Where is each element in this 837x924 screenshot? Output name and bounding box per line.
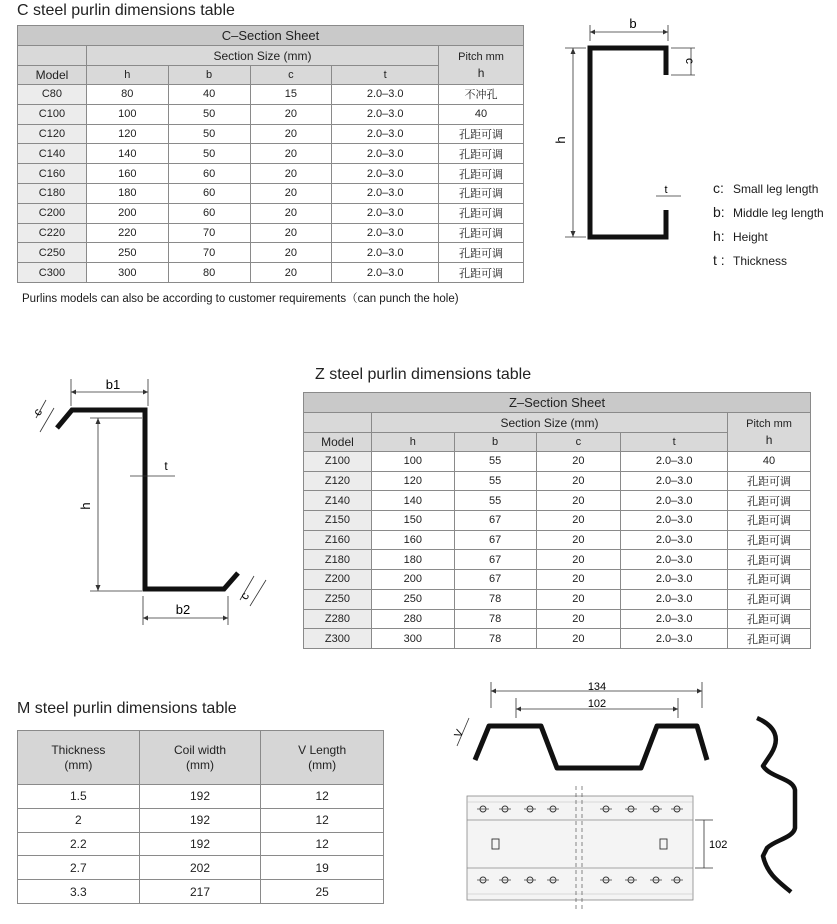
- table-cell: C180: [18, 183, 87, 203]
- table-cell: 217: [139, 880, 261, 904]
- table-cell: 20: [250, 263, 332, 283]
- z-table-body: [304, 452, 811, 649]
- table-cell: 67: [454, 570, 536, 590]
- table-cell: 12: [261, 808, 384, 832]
- table-cell: 20: [250, 223, 332, 243]
- m-side-profile: [757, 718, 795, 892]
- table-cell: 50: [168, 144, 250, 164]
- table-cell: C200: [18, 203, 87, 223]
- table-cell: 孔距可调: [728, 491, 811, 511]
- table-cell: 60: [168, 164, 250, 184]
- table-cell: Z150: [304, 511, 372, 531]
- table-cell: 140: [86, 144, 168, 164]
- table-cell: 2.0–3.0: [332, 144, 439, 164]
- table-cell: Z160: [304, 530, 372, 550]
- z-pitch-sub: h: [765, 432, 773, 447]
- c-pitch-label: Pitch mm: [458, 50, 504, 63]
- c-col-t: t: [332, 66, 439, 85]
- z-section-size-label: Section Size (mm): [371, 413, 727, 433]
- z-section-table: [303, 392, 811, 649]
- table-row: [304, 452, 811, 472]
- table-row: [304, 550, 811, 570]
- table-cell: 78: [454, 629, 536, 649]
- table-cell: C80: [18, 85, 87, 105]
- table-cell: 20: [536, 629, 621, 649]
- table-cell: Z180: [304, 550, 372, 570]
- c-dim-c-label: c: [683, 58, 697, 64]
- z-section-diagram: [30, 370, 280, 630]
- z-dim-c-top-label: c: [30, 405, 46, 419]
- table-row: [18, 104, 524, 124]
- table-cell: 12: [261, 785, 384, 809]
- table-cell: C300: [18, 263, 87, 283]
- table-cell: 140: [371, 491, 454, 511]
- z-section-heading: Z steel purlin dimensions table: [315, 366, 532, 383]
- table-cell: 70: [168, 223, 250, 243]
- table-row: [304, 511, 811, 531]
- table-cell: 15: [250, 85, 332, 105]
- table-row: [18, 203, 524, 223]
- table-cell: 180: [371, 550, 454, 570]
- table-cell: C100: [18, 104, 87, 124]
- c-table-body: [18, 85, 524, 283]
- table-cell: 40: [728, 452, 811, 472]
- table-cell: 2.0–3.0: [332, 183, 439, 203]
- table-cell: 60: [168, 203, 250, 223]
- table-cell: 20: [536, 609, 621, 629]
- table-row: [304, 471, 811, 491]
- table-cell: 20: [250, 164, 332, 184]
- table-row: [18, 832, 384, 856]
- m-section-diagram: [445, 678, 837, 924]
- table-row: [304, 629, 811, 649]
- table-cell: 20: [536, 471, 621, 491]
- table-cell: 300: [86, 263, 168, 283]
- table-cell: 孔距可调: [728, 511, 811, 531]
- table-cell: 70: [168, 243, 250, 263]
- table-cell: 55: [454, 491, 536, 511]
- table-cell: 202: [139, 856, 261, 880]
- z-col-c: c: [536, 433, 621, 452]
- table-row: [18, 808, 384, 832]
- table-cell: 67: [454, 511, 536, 531]
- table-cell: 20: [536, 550, 621, 570]
- table-cell: 2.0–3.0: [621, 550, 728, 570]
- z-dim-h-label: h: [78, 502, 93, 510]
- table-cell: Z300: [304, 629, 372, 649]
- table-row: [304, 530, 811, 550]
- table-cell: 40: [439, 104, 524, 124]
- c-legend: [713, 177, 837, 273]
- table-cell: 20: [536, 530, 621, 550]
- z-dim-b1-label: b1: [105, 377, 121, 392]
- table-cell: 2.2: [18, 832, 140, 856]
- table-cell: 孔距可调: [439, 144, 524, 164]
- table-cell: 55: [454, 471, 536, 491]
- table-cell: 孔距可调: [728, 609, 811, 629]
- table-cell: 20: [250, 203, 332, 223]
- m-dim-inner-width: 102: [587, 698, 607, 710]
- table-cell: 3.3: [18, 880, 140, 904]
- table-row: [18, 164, 524, 184]
- table-cell: 150: [371, 511, 454, 531]
- table-cell: Z200: [304, 570, 372, 590]
- m-section-table: [17, 730, 384, 904]
- table-cell: 孔距可调: [439, 124, 524, 144]
- c-section-table: [17, 25, 524, 283]
- table-cell: 120: [86, 124, 168, 144]
- table-cell: Z120: [304, 471, 372, 491]
- table-cell: 20: [536, 570, 621, 590]
- table-cell: 40: [168, 85, 250, 105]
- table-cell: 2.0–3.0: [332, 124, 439, 144]
- z-dim-c-bottom-label: c: [236, 589, 253, 603]
- table-cell: 2.0–3.0: [621, 491, 728, 511]
- table-cell: 20: [250, 104, 332, 124]
- table-cell: 2.0–3.0: [332, 243, 439, 263]
- table-cell: 80: [168, 263, 250, 283]
- table-cell: 2.0–3.0: [621, 530, 728, 550]
- table-cell: 2.0–3.0: [332, 85, 439, 105]
- table-cell: 2.0–3.0: [621, 629, 728, 649]
- z-profile-shape: [57, 410, 238, 589]
- table-cell: 孔距可调: [728, 570, 811, 590]
- c-col-b: b: [168, 66, 250, 85]
- table-cell: 20: [250, 124, 332, 144]
- table-cell: 192: [139, 808, 261, 832]
- table-cell: 78: [454, 609, 536, 629]
- table-cell: 2: [18, 808, 140, 832]
- table-cell: 160: [86, 164, 168, 184]
- table-cell: 180: [86, 183, 168, 203]
- table-cell: 50: [168, 104, 250, 124]
- table-cell: Z140: [304, 491, 372, 511]
- table-row: [18, 85, 524, 105]
- table-cell: 20: [250, 183, 332, 203]
- legend-item-t: t : Thickness: [713, 252, 788, 268]
- m-dim-v-label: V: [452, 727, 467, 740]
- table-cell: 25: [261, 880, 384, 904]
- table-row: [18, 183, 524, 203]
- table-cell: 2.0–3.0: [332, 164, 439, 184]
- table-cell: 2.0–3.0: [332, 263, 439, 283]
- z-dim-b2-label: b2: [175, 602, 191, 617]
- m-col-thickness: Thickness (mm): [18, 731, 140, 785]
- m-dim-side: 102: [709, 839, 728, 851]
- table-cell: 67: [454, 530, 536, 550]
- table-row: [18, 263, 524, 283]
- table-cell: 67: [454, 550, 536, 570]
- z-pitch-label: Pitch mm: [746, 417, 792, 430]
- table-cell: C140: [18, 144, 87, 164]
- table-cell: 2.0–3.0: [332, 203, 439, 223]
- table-cell: 2.0–3.0: [621, 511, 728, 531]
- table-row: [18, 243, 524, 263]
- m-col-coil-width: Coil width (mm): [139, 731, 261, 785]
- c-pitch-sub: h: [477, 65, 485, 80]
- m-table-body: [18, 785, 384, 904]
- table-cell: 孔距可调: [728, 530, 811, 550]
- table-cell: 2.0–3.0: [621, 570, 728, 590]
- c-section-note: Purlins models can also be according to customer requirements（can punch the hole): [22, 293, 459, 305]
- z-sheet-title: Z–Section Sheet: [304, 393, 811, 413]
- c-model-corner: [18, 46, 87, 66]
- c-col-c: c: [250, 66, 332, 85]
- c-sheet-title: C–Section Sheet: [18, 26, 524, 46]
- m-col-v-length: V Length (mm): [261, 731, 384, 785]
- table-cell: C120: [18, 124, 87, 144]
- c-col-model: Model: [18, 66, 87, 85]
- z-model-corner: [304, 413, 372, 433]
- table-cell: 20: [250, 144, 332, 164]
- table-row: [304, 570, 811, 590]
- table-cell: 2.0–3.0: [621, 609, 728, 629]
- table-cell: 2.0–3.0: [332, 104, 439, 124]
- c-pitch-header: [439, 46, 524, 85]
- z-col-b: b: [454, 433, 536, 452]
- z-dim-t-label: t: [164, 459, 168, 473]
- table-cell: 孔距可调: [439, 183, 524, 203]
- table-cell: 1.5: [18, 785, 140, 809]
- table-cell: 孔距可调: [728, 471, 811, 491]
- table-cell: Z250: [304, 589, 372, 609]
- table-row: [304, 609, 811, 629]
- c-col-h: h: [86, 66, 168, 85]
- table-cell: 192: [139, 832, 261, 856]
- table-row: [18, 144, 524, 164]
- table-cell: 2.0–3.0: [621, 471, 728, 491]
- table-cell: 20: [536, 491, 621, 511]
- table-cell: 2.0–3.0: [621, 452, 728, 472]
- table-cell: C220: [18, 223, 87, 243]
- legend-item-b: b: Middle leg length: [713, 204, 824, 220]
- z-col-t: t: [621, 433, 728, 452]
- table-cell: 200: [371, 570, 454, 590]
- c-section-size-label: Section Size (mm): [86, 46, 438, 66]
- table-cell: 孔距可调: [439, 203, 524, 223]
- table-row: [304, 589, 811, 609]
- table-cell: 160: [371, 530, 454, 550]
- table-cell: 孔距可调: [728, 629, 811, 649]
- table-cell: 不冲孔: [439, 85, 524, 105]
- z-col-h: h: [371, 433, 454, 452]
- table-row: [18, 124, 524, 144]
- table-cell: 280: [371, 609, 454, 629]
- table-cell: 250: [86, 243, 168, 263]
- c-dim-b-label: b: [629, 16, 637, 31]
- c-section-heading: C steel purlin dimensions table: [17, 2, 235, 19]
- table-cell: 2.0–3.0: [621, 589, 728, 609]
- table-cell: Z100: [304, 452, 372, 472]
- legend-item-c: c: Small leg length: [713, 180, 819, 196]
- table-cell: 19: [261, 856, 384, 880]
- table-cell: 20: [536, 511, 621, 531]
- table-cell: 12: [261, 832, 384, 856]
- table-cell: 192: [139, 785, 261, 809]
- table-row: [18, 785, 384, 809]
- table-cell: 孔距可调: [728, 589, 811, 609]
- table-cell: 20: [250, 243, 332, 263]
- m-dim-top-width: 134: [587, 681, 607, 693]
- table-cell: 20: [536, 452, 621, 472]
- table-cell: 孔距可调: [439, 243, 524, 263]
- table-cell: 60: [168, 183, 250, 203]
- table-row: [18, 223, 524, 243]
- table-cell: 300: [371, 629, 454, 649]
- table-cell: 100: [371, 452, 454, 472]
- table-row: [18, 856, 384, 880]
- table-cell: C250: [18, 243, 87, 263]
- table-cell: Z280: [304, 609, 372, 629]
- table-cell: 孔距可调: [439, 223, 524, 243]
- table-cell: 50: [168, 124, 250, 144]
- c-profile-shape: [590, 48, 666, 237]
- table-cell: 孔距可调: [439, 164, 524, 184]
- z-pitch-header: [728, 413, 811, 452]
- legend-item-h: h: Height: [713, 228, 768, 244]
- c-dim-h-label: h: [553, 136, 568, 144]
- table-cell: 55: [454, 452, 536, 472]
- table-row: [18, 880, 384, 904]
- table-cell: 78: [454, 589, 536, 609]
- table-cell: 200: [86, 203, 168, 223]
- table-cell: 2.7: [18, 856, 140, 880]
- table-row: [304, 491, 811, 511]
- table-cell: 2.0–3.0: [332, 223, 439, 243]
- c-dim-t-label: t: [664, 184, 668, 196]
- m-section-heading: M steel purlin dimensions table: [17, 700, 237, 717]
- table-cell: 100: [86, 104, 168, 124]
- table-cell: 120: [371, 471, 454, 491]
- table-cell: 80: [86, 85, 168, 105]
- table-cell: C160: [18, 164, 87, 184]
- table-cell: 孔距可调: [728, 550, 811, 570]
- table-cell: 孔距可调: [439, 263, 524, 283]
- z-col-model: Model: [304, 433, 372, 452]
- table-cell: 20: [536, 589, 621, 609]
- c-section-diagram: [553, 15, 703, 250]
- table-cell: 250: [371, 589, 454, 609]
- table-cell: 220: [86, 223, 168, 243]
- m-profile-shape: [475, 726, 707, 768]
